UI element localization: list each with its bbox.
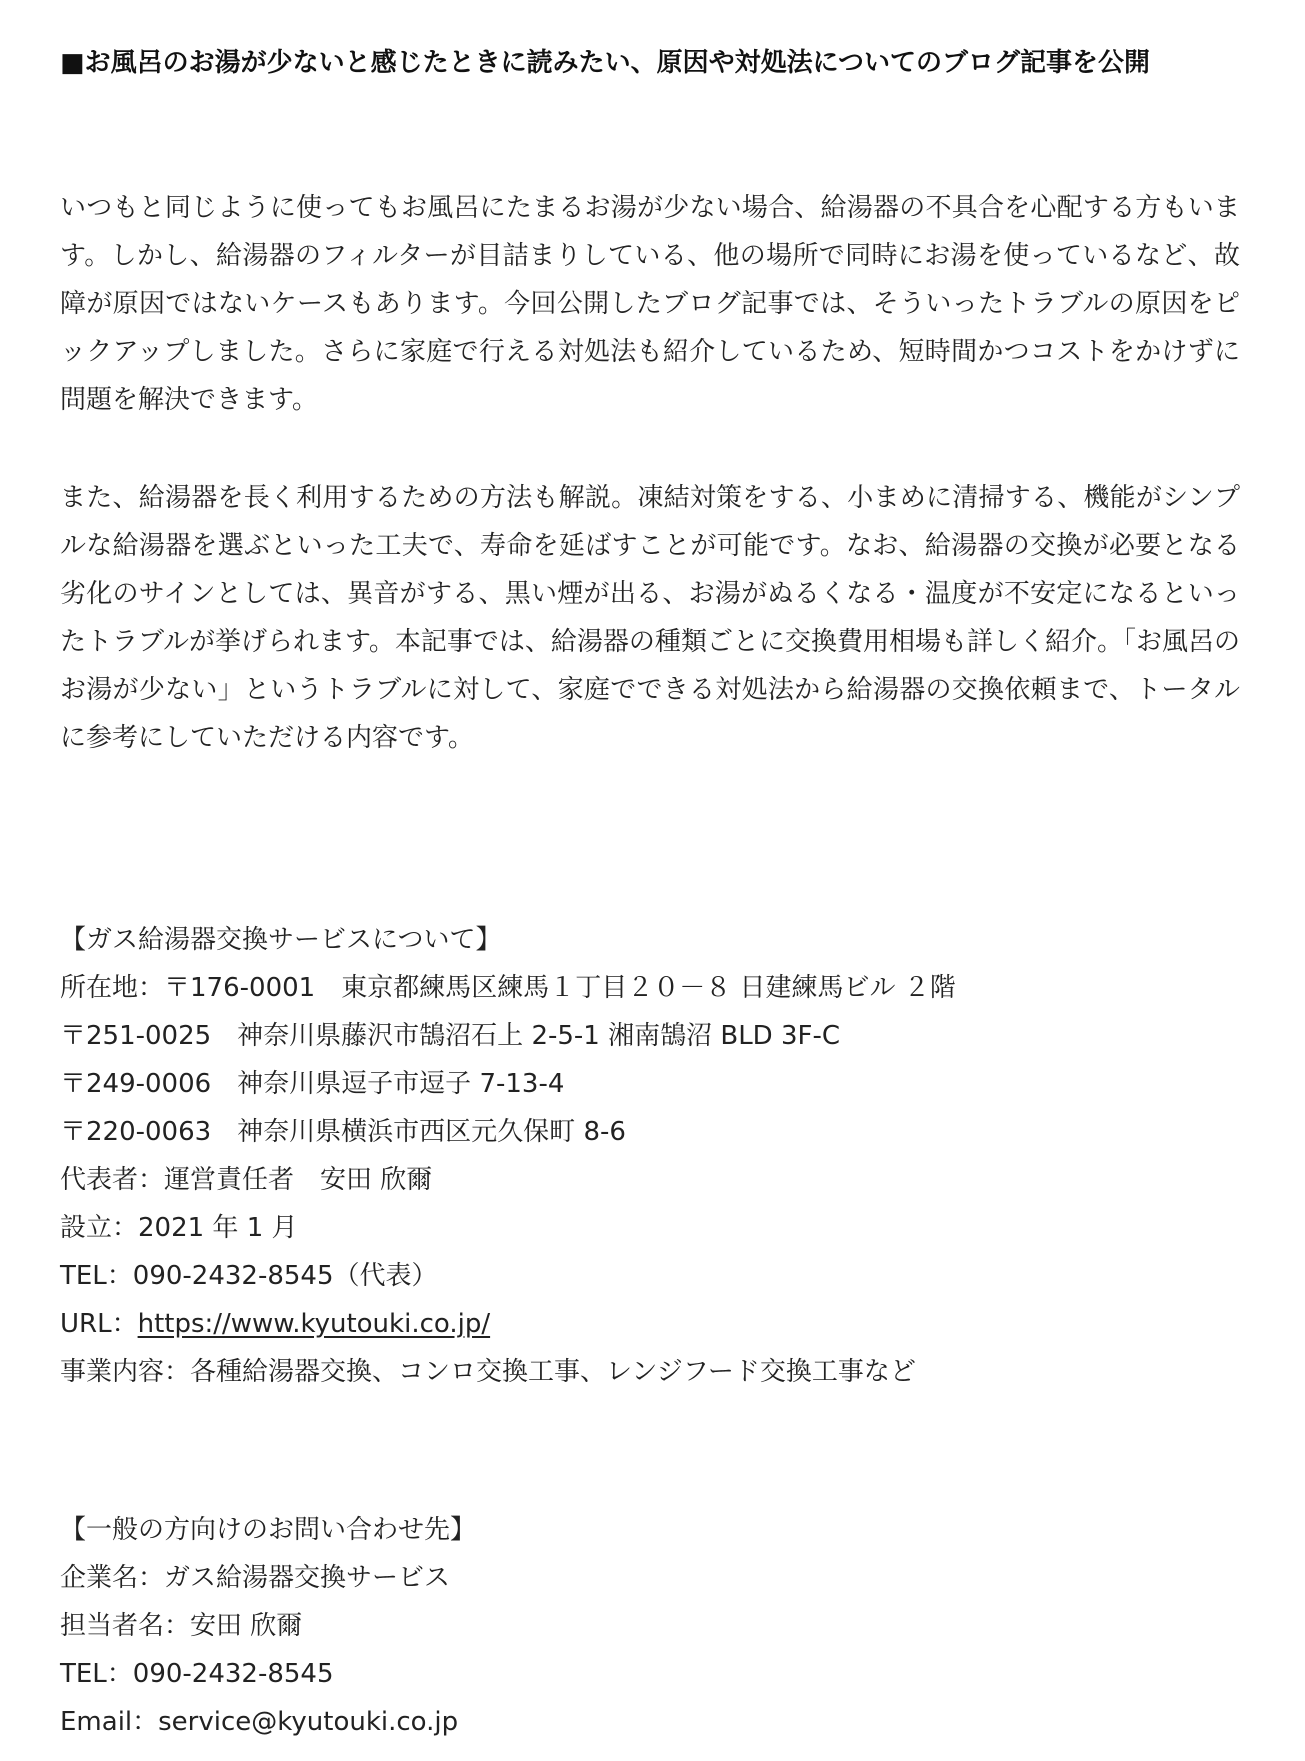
contact-email: Email：service@kyutouki.co.jp [60, 1707, 459, 1737]
company-info-section [60, 916, 1240, 1396]
contact-person: 担当者名：安田 欣爾 [60, 1611, 303, 1641]
address-4: 〒220-0063 神奈川県横浜市西区元久保町 8-6 [60, 1117, 626, 1147]
body-paragraph-2: また、給湯器を長く利用するための方法も解説。凍結対策をする、小まめに清掃する、機能がシンプルな給湯器を選ぶといった工夫で、寿命を延ばすことが可能です。なお、給湯器の交換が必要となる劣化のサインとしては、異音がする、黒い煙が出る、お湯がぬるくなる・温度が不安定になるといったトラブルが挙げられます。本記事では、給湯器の種類ごとに交換費用相場も詳しく紹介。「お風呂のお湯が少ない」というトラブルに対して、家庭でできる対処法から給湯器の交換依頼まで、トータルに参考にしていただける内容です。 [60, 483, 1240, 753]
founded-date: 設立：2021 年 1 月 [60, 1213, 298, 1243]
address-3: 〒249-0006 神奈川県逗子市逗子 7-13-4 [60, 1069, 565, 1099]
contact-company: 企業名：ガス給湯器交換サービス [60, 1563, 451, 1593]
article-heading: ■お風呂のお湯が少ないと感じたときに読みたい、原因や対処法についてのブログ記事を公開 [60, 48, 1151, 78]
url-label: URL： [60, 1309, 138, 1339]
body-paragraph-1: いつもと同じように使ってもお風呂にたまるお湯が少ない場合、給湯器の不具合を心配する方もいます。しかし、給湯器のフィルターが目詰まりしている、他の場所で同時にお湯を使っているなど、故障が原因ではないケースもあります。今回公開したブログ記事では、そういったトラブルの原因をピックアップしました。さらに家庭で行える対処法も紹介しているため、短時間かつコストをかけずに問題を解決できます。 [60, 193, 1240, 415]
address-main [60, 964, 1240, 1012]
company-url [60, 1300, 1240, 1348]
contact-title: 【一般の方向けのお問い合わせ先】 [60, 1515, 477, 1545]
address-main-value: 〒176-0001 東京都練馬区練馬１丁目２０－８ 日建練馬ビル ２階 [164, 973, 956, 1003]
representative: 代表者：運営責任者 安田 欣爾 [60, 1165, 433, 1195]
business-description: 事業内容：各種給湯器交換、コンロ交換工事、レンジフード交換工事など [60, 1357, 916, 1387]
address-label: 所在地： [60, 973, 165, 1003]
contact-tel: TEL：090-2432-8545 [60, 1659, 334, 1689]
company-tel: TEL：090-2432-8545（代表） [60, 1261, 438, 1291]
website-link[interactable]: https://www.kyutouki.co.jp/ [137, 1309, 491, 1339]
company-info-title: 【ガス給湯器交換サービスについて】 [60, 925, 502, 955]
address-2: 〒251-0025 神奈川県藤沢市鵠沼石上 2-5-1 湘南鵠沼 BLD 3F-C [60, 1021, 841, 1051]
contact-section [60, 1506, 1240, 1746]
